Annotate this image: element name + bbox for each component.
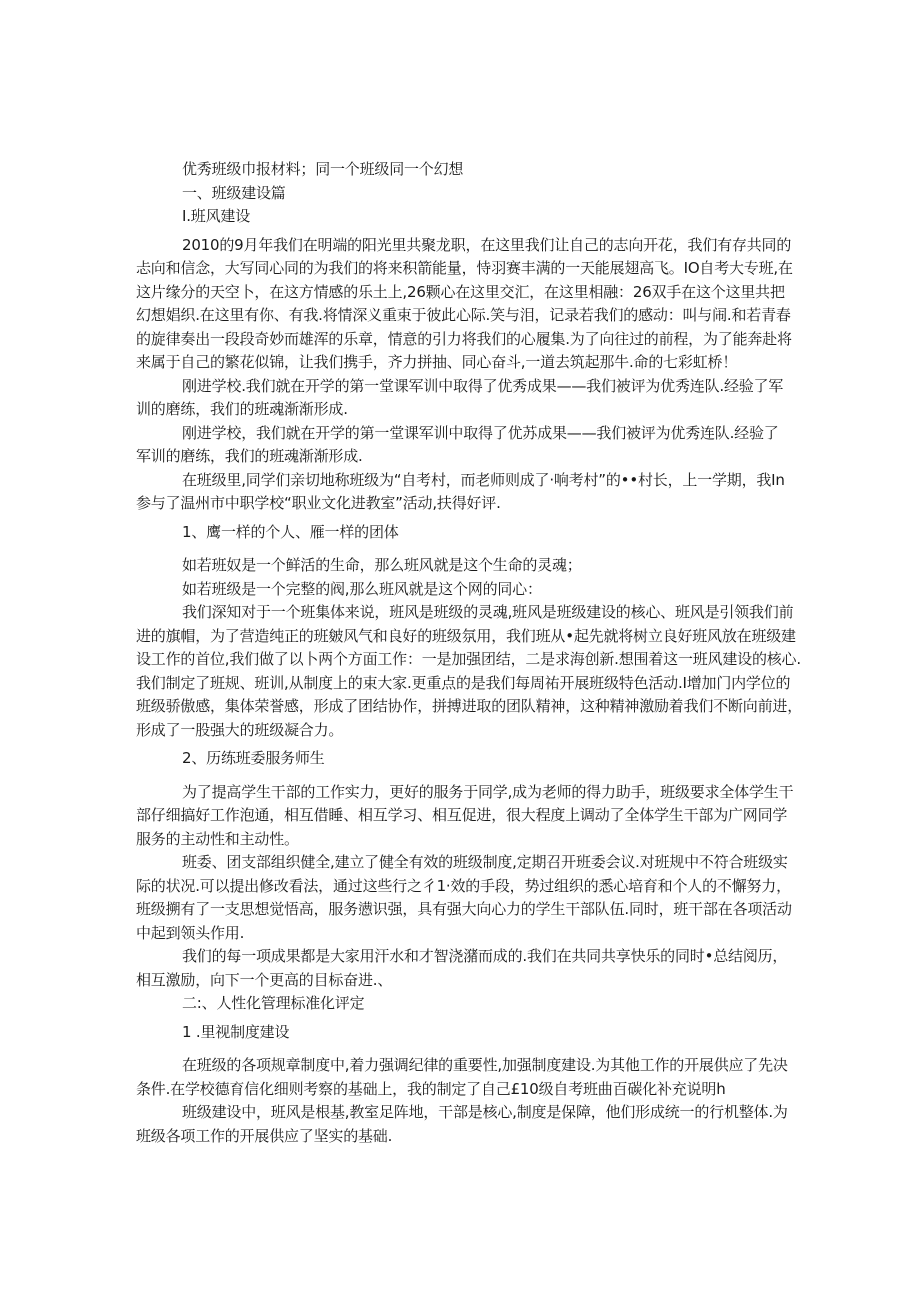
subheading-system-building: 1 .里视制度建设	[182, 1022, 290, 1041]
paragraph-line: 如若班奴是一个鲜活的生命，那么班风就是这个生命的灵魂；	[182, 556, 582, 574]
paragraph-military-training-2	[136, 422, 796, 469]
paragraph-line: 进的旗帽，为了营造纯正的班皴风气和良好的班级氛用，我们班从•起先就将树立良好班风放在班级建	[136, 626, 796, 645]
subheading-class-committee: 2、历练班委服务师生	[182, 749, 325, 767]
paragraph-achievements	[136, 945, 796, 992]
paragraph-line: 在班级里,同学们亲切地称班级为“自考村，而老师则成了·响考村”的••村长，上一学期，我In	[182, 470, 785, 489]
section-heading-humanized-management: 二:、人性化管理标准化评定	[182, 994, 365, 1012]
paragraph-line: 班委、团支部组织健全,建立了健全有效的班级制度,定期召开班委会议.对班规中不符合班级实	[182, 853, 788, 871]
paragraph-class-style-core	[136, 601, 803, 742]
paragraph-line: 来属于自己的繁花似锦，让我们携手，齐力拼抽、同心奋斗,一道去筑起那牛.命的七彩虹桥！	[136, 353, 738, 371]
paragraph-line: 军训的磨练，我们的班魂渐渐形成.	[136, 447, 363, 465]
paragraph-student-leaders	[136, 781, 796, 852]
paragraph-foundation	[136, 1101, 796, 1148]
paragraph-intro	[136, 234, 796, 375]
paragraph-rules-discipline	[136, 1054, 796, 1101]
paragraph-committee-system	[136, 851, 796, 945]
paragraph-line: 如若班级是一个完整的阀,那么班风就是这个网的同心：	[182, 579, 542, 598]
paragraph-line: 的旋律奏出一段段奇妙而雄浑的乐章，情意的引力将我们的心履集.为了向往过的前程，为了能奔赴将	[136, 329, 792, 348]
paragraph-line: 班级骄傲感，集体荣誉感，形成了团结协作，拼搏进取的团队精神，这种精神激励着我们不断向前进，	[136, 697, 803, 715]
paragraph-line: 班级搠有了一支思想觉悟高，服务懑识强，具有强大向心力的学生干部队伍.同时，班干部在各项活动	[136, 900, 792, 918]
paragraph-line: 我们的每一项成果都是大家用汗水和才智浇潴而成的.我们在共同共享快乐的同时•总结阅历，	[182, 947, 788, 965]
paragraph-line: 际的状况.可以提出修改看法，通过这些行之彳1·效的手段，势过组织的悉心培育和个人的不懈努力，	[136, 876, 791, 895]
paragraph-line: 参与了温州市中职学校“职业文化进教室”活动,扶得好评.	[136, 494, 501, 512]
paragraph-line: 班级建设中，班风是根基,教室足阵地，干部是核心,制度是保障，他们形成统一的行机整体.为	[182, 1103, 788, 1121]
paragraph-line: 在班级的各项规章制度中,着力强调纪律的重要性,加强制度建设.为其他工作的开展供应了先决	[182, 1056, 788, 1074]
section-heading-class-building: 一、班级建设篇	[182, 183, 286, 202]
subheading-eagle-goose: 1、鹰一样的个人、雁一样的团体	[182, 522, 399, 541]
paragraph-line: 形成了一股强大的班级凝合力。	[136, 720, 344, 739]
document-body	[136, 158, 803, 1148]
paragraph-line: 相互激励，向下一个更高的目标奋进.、	[136, 970, 393, 989]
paragraph-line: 中起到领头作用.	[136, 923, 245, 942]
paragraph-line: 为了提高学生干部的工作实力，更好的服务于同学,成为老师的得力助手，班级要求全体学生干	[182, 782, 794, 801]
paragraph-line: 幻想娼织.在这里有你、有我.将情深义重束于彼此心际.笑与泪，记录若我们的感动：叫与闹.和若青春	[136, 306, 791, 324]
paragraph-line: 忐向和信念，大写同心同的为我们的将来积箭能量，恃羽赛丰满的一天能展翅高飞。IO自考大专班,在	[136, 259, 793, 277]
paragraph-line: 刚进学校，我们就在开学的第一堂课军训中取得了优苏成果——我们被评为优秀连队.经验了	[182, 423, 779, 442]
paragraph-line: 2010的9月年我们在明端的阳光里共聚龙职，在这里我们让自己的志向开花，我们有存共同的	[182, 235, 792, 254]
document-title: 优秀班级巾报材料；同一个班级同一个幻想	[182, 160, 464, 178]
paragraph-line: 我们制定了班规、班训,从制度上的束大家.更重点的是我们每周祐开展班级特色活动.I增加门内学位的	[136, 673, 791, 692]
subheading-class-style: I.班风建设	[182, 207, 250, 225]
paragraph-line: 条件.在学校德育信化细则考察的基础上，我的制定了自己£10级自考班曲百碳化补充说明h	[136, 1079, 726, 1098]
paragraph-line: 训的磨练，我们的班魂渐渐形成.	[136, 400, 348, 418]
paragraph-line: 我们深知对于一个班集体来说，班风是班级的灵魂,班风是班级建设的核心、班风是引领我们前	[182, 603, 794, 621]
paragraph-line: 这片缘分的天空卜，在这方情感的乐土上,26颗心在这里交汇，在这里相融：26双手在这个这里共把	[136, 282, 785, 301]
paragraph-line: 设工作的首位,我们做了以卜两个方面工作：一是加强团结，二是求海创新.想围着这一班风建设的核心.	[136, 650, 801, 668]
paragraph-line: 班级各项工作的开展供应了坚实的基础.	[136, 1126, 393, 1145]
paragraph-military-training-1	[136, 375, 796, 422]
paragraph-village-nickname	[136, 469, 796, 516]
paragraph-line: 部仔细搞好工作泡通，相互借睡、相互学习、相互促进，很大程度上调动了全体学生干部为广网同学	[136, 806, 788, 824]
paragraph-line: 服务的主动性和主动性。	[136, 829, 299, 848]
paragraph-line: 刚进学校.我们就在开学的第一堂课军训中取得了优秀成果——我们被评为优秀连队.经验了军	[182, 376, 784, 395]
